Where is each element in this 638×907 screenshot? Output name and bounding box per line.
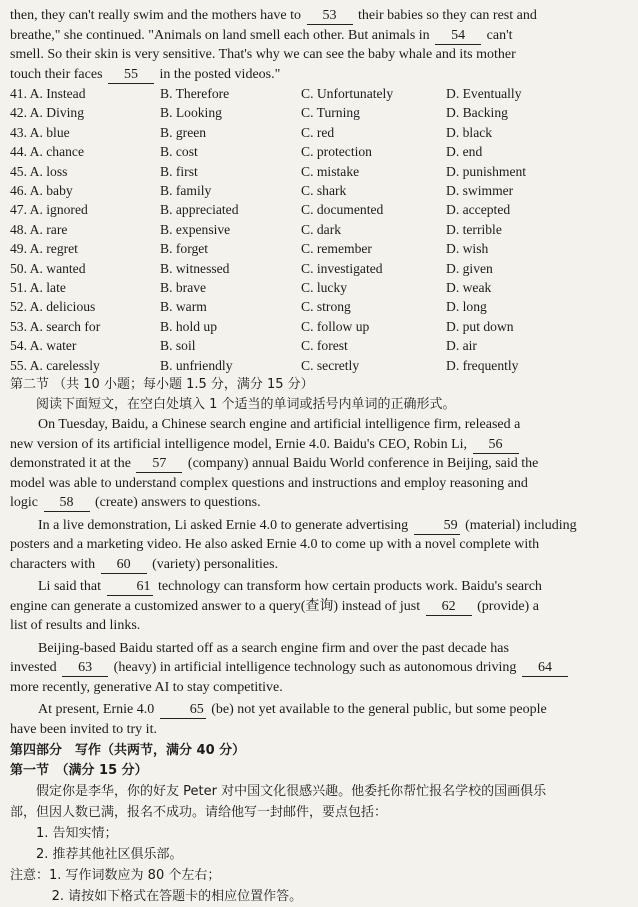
option-d: D. Backing xyxy=(446,105,508,121)
intro-line xyxy=(10,6,626,26)
blank-63: 63 xyxy=(62,660,108,677)
options-table xyxy=(10,84,626,375)
passage-line xyxy=(10,435,626,455)
option-c: C. lucky xyxy=(301,280,348,296)
option-a: 46. A. baby xyxy=(10,183,73,199)
text: At present, Ernie 4.0 xyxy=(38,702,158,718)
option-d: D. end xyxy=(446,144,483,160)
text: (variety) personalities. xyxy=(148,556,279,572)
text: engine can generate a customized answer to a query(查询) instead of just xyxy=(10,598,424,614)
option-b: B. expensive xyxy=(160,221,231,237)
option-a: 49. A. regret xyxy=(10,241,78,257)
passage-line xyxy=(10,597,626,617)
text: new version of its artificial intelligence model, Ernie 4.0. Baidu's CEO, Robin Li, xyxy=(10,436,471,452)
option-c: C. Turning xyxy=(301,105,360,121)
option-b: B. Looking xyxy=(160,105,222,121)
passage-line xyxy=(10,516,626,536)
option-a: 51. A. late xyxy=(10,280,66,296)
option-c: C. Unfortunately xyxy=(301,86,394,101)
text: their babies so they can rest and xyxy=(354,8,537,23)
option-a: 50. A. wanted xyxy=(10,260,86,276)
option-row xyxy=(10,200,626,219)
option-b: B. family xyxy=(160,183,212,199)
writing-note: 2. 请按如下格式在答题卡的相应位置作答。 xyxy=(51,889,303,905)
option-c: C. documented xyxy=(301,202,384,218)
option-row xyxy=(10,103,626,122)
passage-intro xyxy=(10,6,626,84)
passage-line xyxy=(10,577,626,597)
option-b: B. forget xyxy=(160,241,209,257)
option-c: C. secretly xyxy=(301,357,360,373)
text: characters with xyxy=(10,556,99,572)
passage-line: have been invited to try it. xyxy=(10,721,157,737)
blank-57: 57 xyxy=(136,456,182,473)
option-b: B. brave xyxy=(160,280,207,296)
blank-54: 54 xyxy=(435,28,481,45)
intro-line xyxy=(10,26,626,46)
option-b: B. warm xyxy=(160,299,207,315)
text: In a live demonstration, Li asked Ernie 4.0 to generate advertising xyxy=(38,517,412,533)
option-d: D. weak xyxy=(446,280,492,296)
option-row xyxy=(10,220,626,239)
option-c: C. shark xyxy=(301,183,347,199)
section2-heading: 第二节 （共 10 小题；每小题 1.5 分，满分 15 分） xyxy=(10,377,314,393)
passage-fill xyxy=(10,415,626,739)
option-b: B. soil xyxy=(160,338,196,354)
passage-line xyxy=(10,555,626,575)
option-b: B. hold up xyxy=(160,318,218,334)
option-d: D. frequently xyxy=(446,357,519,373)
option-a: 55. A. carelessly xyxy=(10,357,100,373)
option-b: B. unfriendly xyxy=(160,357,233,373)
option-b: B. witnessed xyxy=(160,260,230,276)
option-d: D. air xyxy=(446,338,477,354)
option-c: C. strong xyxy=(301,299,351,315)
blank-53: 53 xyxy=(307,8,353,25)
option-c: C. forest xyxy=(301,338,348,354)
option-c: C. protection xyxy=(301,144,372,160)
option-a: 41. A. Instead xyxy=(10,86,86,101)
blank-64: 64 xyxy=(522,660,568,677)
option-c: C. red xyxy=(301,124,335,140)
passage-line xyxy=(10,658,626,678)
option-row xyxy=(10,278,626,297)
part4-heading: 第四部分 写作（共两节，满分 40 分） xyxy=(10,743,246,759)
text: touch their faces xyxy=(10,66,107,82)
passage-line xyxy=(10,700,626,720)
option-c: C. mistake xyxy=(301,163,360,179)
section2-instruction: 阅读下面短文，在空白处填入 1 个适当的单词或括号内单词的正确形式。 xyxy=(36,397,456,413)
option-row xyxy=(10,162,626,181)
passage-line xyxy=(10,454,626,474)
text: Li said that xyxy=(38,579,105,595)
option-c: C. remember xyxy=(301,241,372,257)
option-b: B. Therefore xyxy=(160,86,230,101)
option-b: B. appreciated xyxy=(160,202,239,218)
passage-line: model was able to understand complex questions and instructions and employ reasoning and xyxy=(10,475,528,491)
blank-59: 59 xyxy=(414,518,460,535)
option-d: D. long xyxy=(446,299,487,315)
text: technology can transform how certain products work. Baidu's search xyxy=(154,579,542,595)
option-d: D. punishment xyxy=(446,163,527,179)
option-d: D. wish xyxy=(446,241,489,257)
text: breathe," she continued. "Animals on land smell each other. But animals in xyxy=(10,27,434,43)
option-d: D. terrible xyxy=(446,221,502,237)
option-row xyxy=(10,123,626,142)
blank-62: 62 xyxy=(426,599,472,616)
text: demonstrated it at the xyxy=(10,456,135,472)
passage-line: list of results and links. xyxy=(10,618,141,634)
option-d: D. swimmer xyxy=(446,183,514,199)
text: (company) annual Baidu World conference in Beijing, said the xyxy=(184,456,539,472)
text: (create) answers to questions. xyxy=(91,495,261,511)
option-row xyxy=(10,317,626,336)
option-d: D. Eventually xyxy=(446,86,522,101)
part4-section1: 第一节 （满分 15 分） xyxy=(10,763,148,779)
writing-point: 1. 告知实情； xyxy=(36,826,118,842)
text: (be) not yet available to the general public, but some people xyxy=(207,702,547,718)
option-a: 44. A. chance xyxy=(10,144,84,160)
intro-line xyxy=(10,65,626,85)
passage-line: more recently, generative AI to stay competitive. xyxy=(10,679,283,695)
option-d: D. accepted xyxy=(446,202,511,218)
writing-note: 注意：1. 写作词数应为 80 个左右； xyxy=(10,868,221,884)
option-c: C. follow up xyxy=(301,318,370,334)
blank-55: 55 xyxy=(108,67,154,84)
option-a: 42. A. Diving xyxy=(10,105,85,121)
text: then, they can't really swim and the mothers have to xyxy=(10,8,305,23)
option-d: D. given xyxy=(446,260,493,276)
passage-line xyxy=(10,493,626,513)
option-c: C. dark xyxy=(301,221,342,237)
blank-56: 56 xyxy=(473,437,519,454)
option-a: 47. A. ignored xyxy=(10,202,88,218)
option-a: 54. A. water xyxy=(10,338,77,354)
blank-65: 65 xyxy=(160,702,206,719)
option-b: B. first xyxy=(160,163,198,179)
text: (provide) a xyxy=(473,598,539,614)
option-a: 52. A. delicious xyxy=(10,299,96,315)
option-b: B. cost xyxy=(160,144,198,160)
option-a: 43. A. blue xyxy=(10,124,70,140)
blank-58: 58 xyxy=(44,495,90,512)
option-c: C. investigated xyxy=(301,260,383,276)
option-row xyxy=(10,239,626,258)
option-row xyxy=(10,142,626,161)
writing-task: 部，但因人数已满，报名不成功。请给他写一封邮件，要点包括： xyxy=(10,805,388,821)
option-row xyxy=(10,259,626,278)
text: can't xyxy=(483,27,513,43)
text: in the posted videos." xyxy=(156,66,281,82)
text: invested xyxy=(10,660,61,676)
option-d: D. put down xyxy=(446,318,514,334)
option-row xyxy=(10,84,626,103)
option-row xyxy=(10,356,626,375)
option-a: 53. A. search for xyxy=(10,318,101,334)
blank-61: 61 xyxy=(107,579,153,596)
text: (material) including xyxy=(461,517,577,533)
passage-line: Beijing-based Baidu started off as a search engine firm and over the past decade has xyxy=(38,640,509,656)
option-d: D. black xyxy=(446,124,493,140)
passage-line: On Tuesday, Baidu, a Chinese search engine and artificial intelligence firm, released a xyxy=(38,417,521,433)
option-row xyxy=(10,336,626,355)
writing-point: 2. 推荐其他社区俱乐部。 xyxy=(36,847,183,863)
option-row xyxy=(10,181,626,200)
option-a: 45. A. loss xyxy=(10,163,68,179)
passage-line: posters and a marketing video. He also asked Ernie 4.0 to come up with a novel complete with xyxy=(10,537,540,553)
intro-line: smell. So their skin is very sensitive. That's why we can see the baby whale and its mother xyxy=(10,47,516,62)
option-row xyxy=(10,297,626,316)
option-b: B. green xyxy=(160,124,207,140)
text: logic xyxy=(10,495,42,511)
writing-task: 假定你是李华，你的好友 Peter 对中国文化很感兴趣。他委托你帮忙报名学校的国画俱乐 xyxy=(36,784,547,800)
text: (heavy) in artificial intelligence technology such as autonomous driving xyxy=(110,660,520,676)
option-a: 48. A. rare xyxy=(10,221,68,237)
blank-60: 60 xyxy=(101,557,147,574)
